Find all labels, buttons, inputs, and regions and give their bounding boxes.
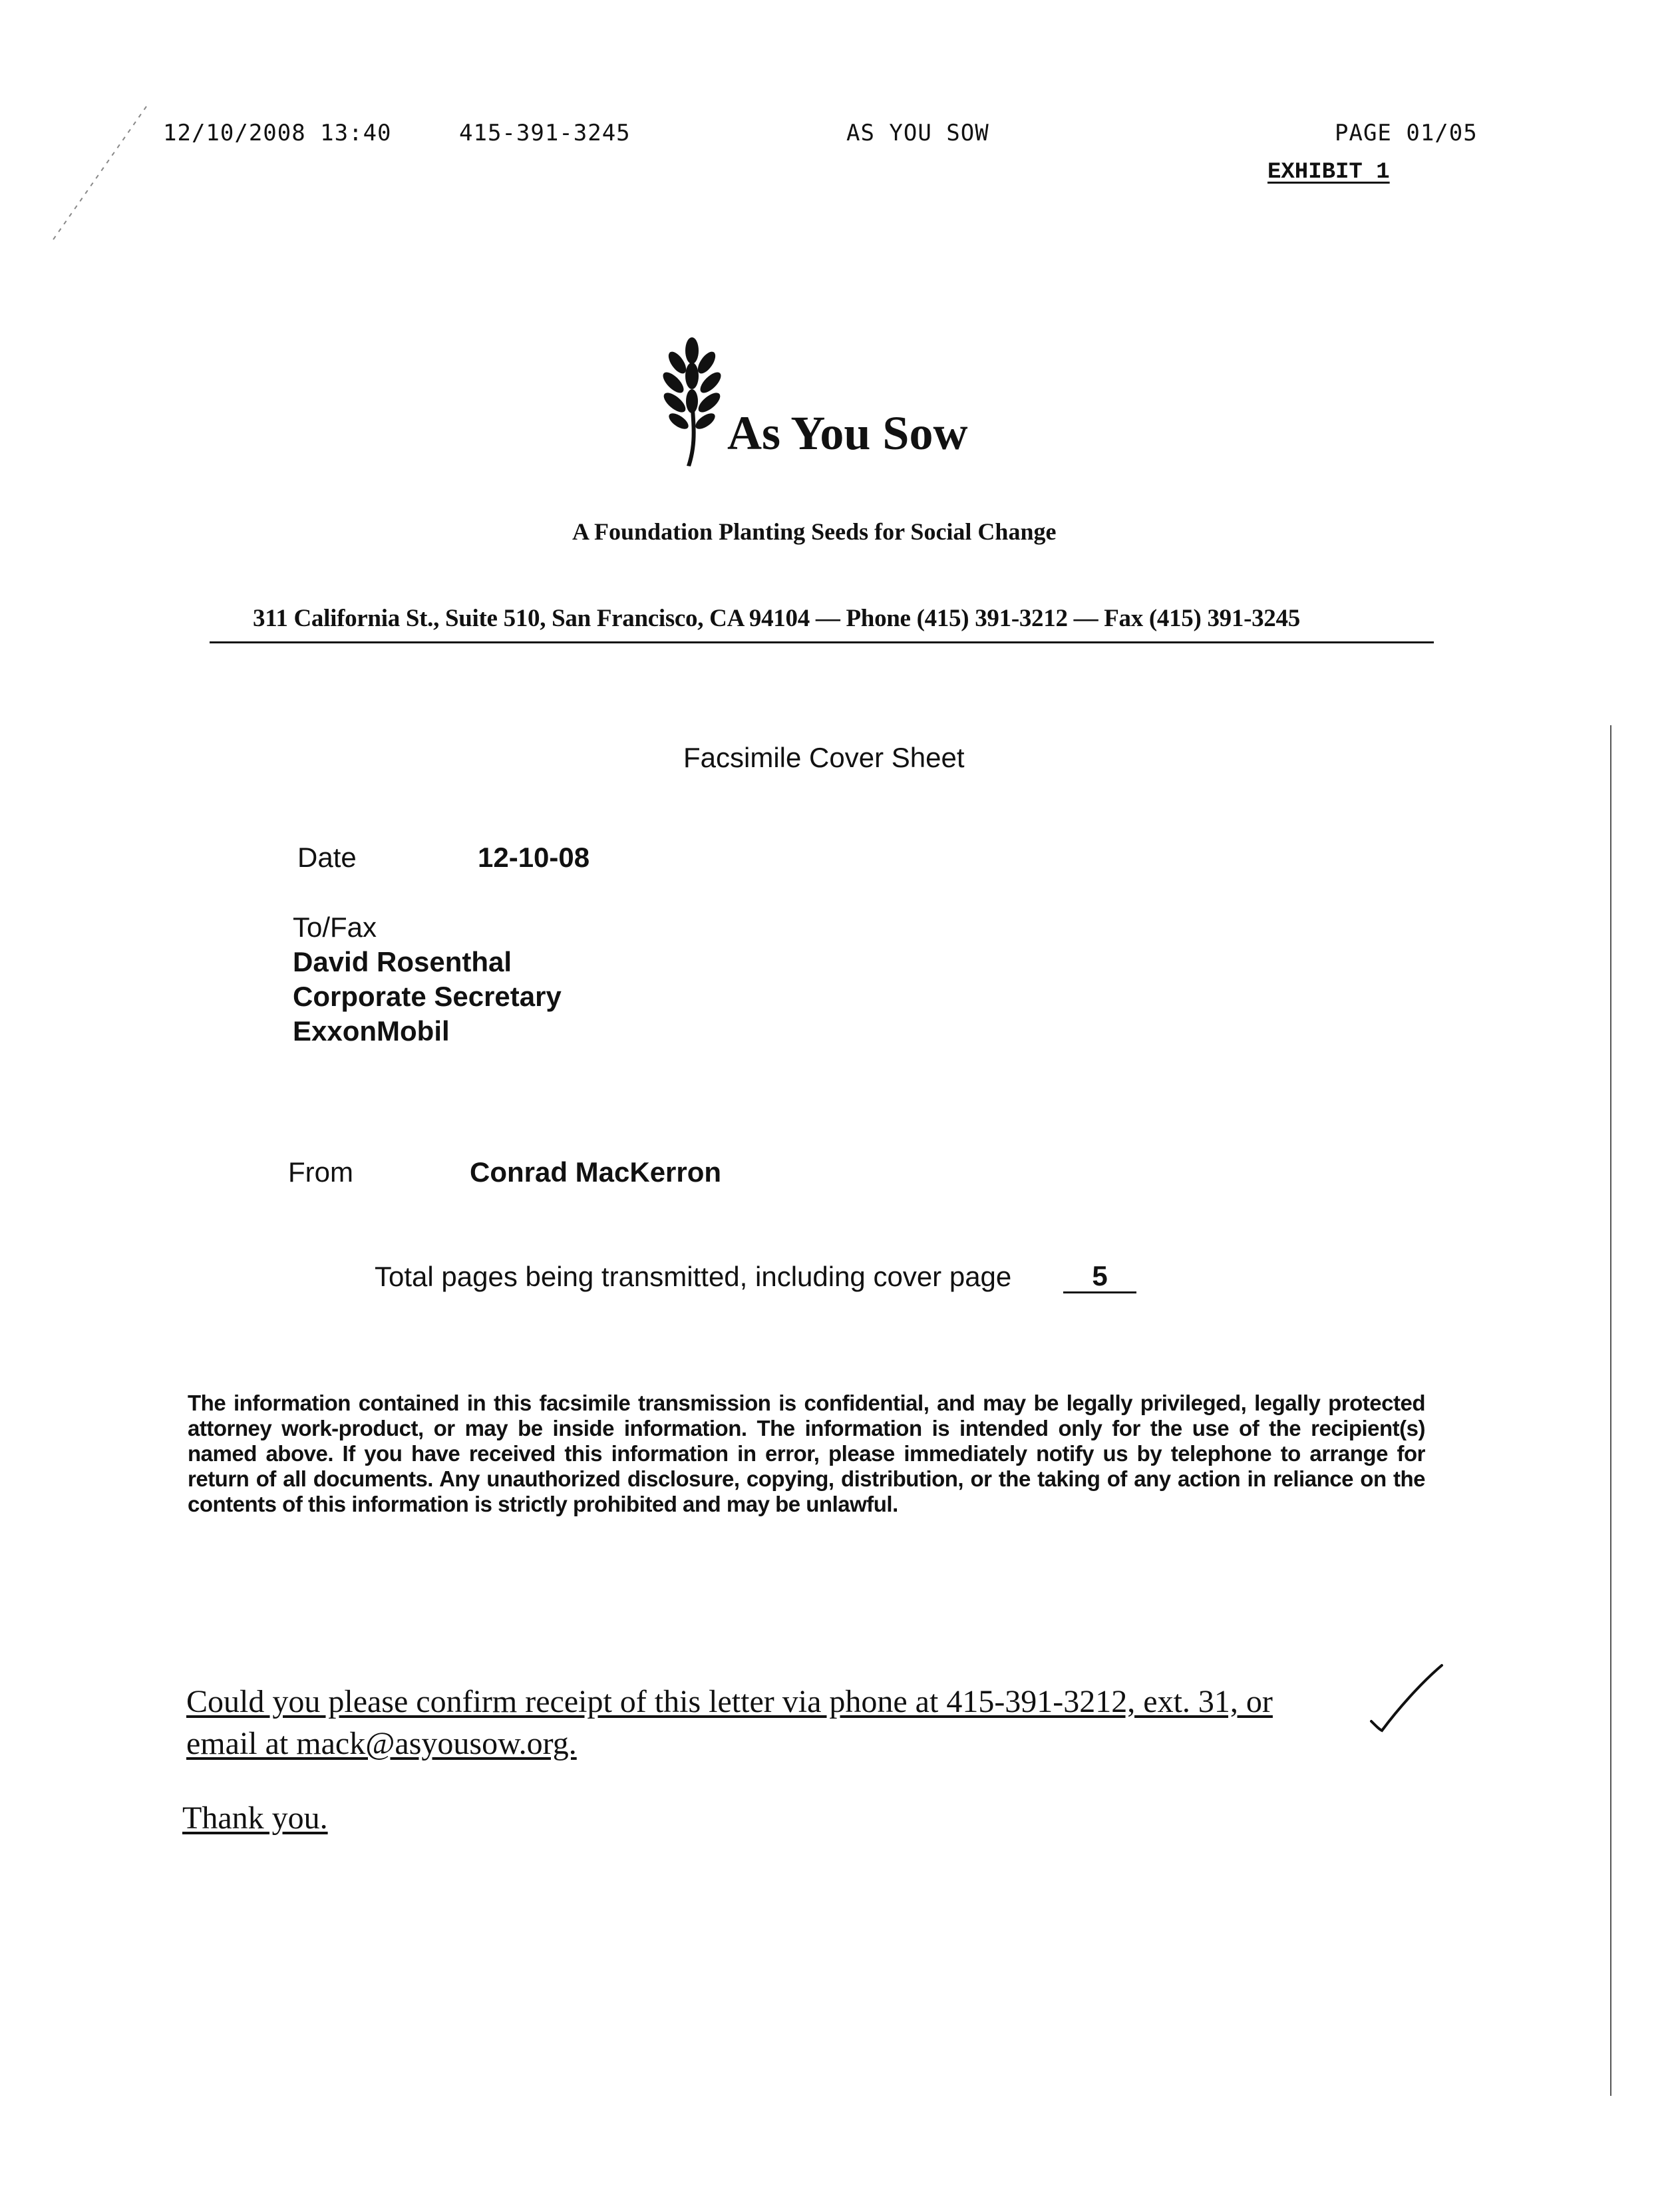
date-value: 12-10-08 [478,842,590,873]
thank-you-note: Thank you. [182,1800,328,1836]
exhibit-label: EXHIBIT 1 [1267,160,1390,185]
to-fax-label: To/Fax [293,912,377,943]
recipient-title: Corporate Secretary [293,981,562,1012]
scan-edge-line [1610,725,1611,2096]
total-pages-label: Total pages being transmitted, including cover page [375,1261,1012,1292]
scan-smudge-mark [40,100,153,246]
total-pages-value: 5 [1063,1261,1136,1293]
fax-number: 415-391-3245 [459,120,631,146]
sender-name: Conrad MacKerron [470,1156,722,1188]
date-label: Date [297,842,357,873]
cover-sheet-title: Facsimile Cover Sheet [683,742,965,773]
recipient-name: David Rosenthal [293,946,512,977]
fax-page-number: PAGE 01/05 [1335,120,1478,146]
wheat-sprout-icon [652,336,732,472]
organization-tagline: A Foundation Planting Seeds for Social Change [572,518,1057,545]
recipient-company: ExxonMobil [293,1015,450,1047]
check-mark-icon [1367,1660,1447,1743]
confirm-request-line-1: Could you please confirm receipt of this letter via phone at 415-391-3212, ext. 31, or [186,1684,1273,1719]
confirm-request-line-2: email at mack@asyousow.org. [186,1726,577,1761]
organization-address: 311 California St., Suite 510, San Francisco, CA 94104 — Phone (415) 391-3212 — Fax (415) 391-3245 [253,605,1300,632]
fax-datetime: 12/10/2008 13:40 [163,120,392,146]
organization-name: As You Sow [727,407,968,460]
confidentiality-notice: The information contained in this facsimile transmission is confidential, and may be legally privileged, legally protected attorney work-product, or may be inside information. The information is intended only for the use of the recipient(s) named above. If you have received this information in error, please immediately notify us by telephone to arrange for return of all documents. Any unauthorized disclosure, copying, distribution, or the taking of any action in reliance on the contents of this information is strictly prohibited and may be unlawful. [188,1391,1425,1516]
from-label: From [288,1156,353,1188]
fax-sender: AS YOU SOW [846,120,989,146]
letterhead-divider [210,641,1434,643]
